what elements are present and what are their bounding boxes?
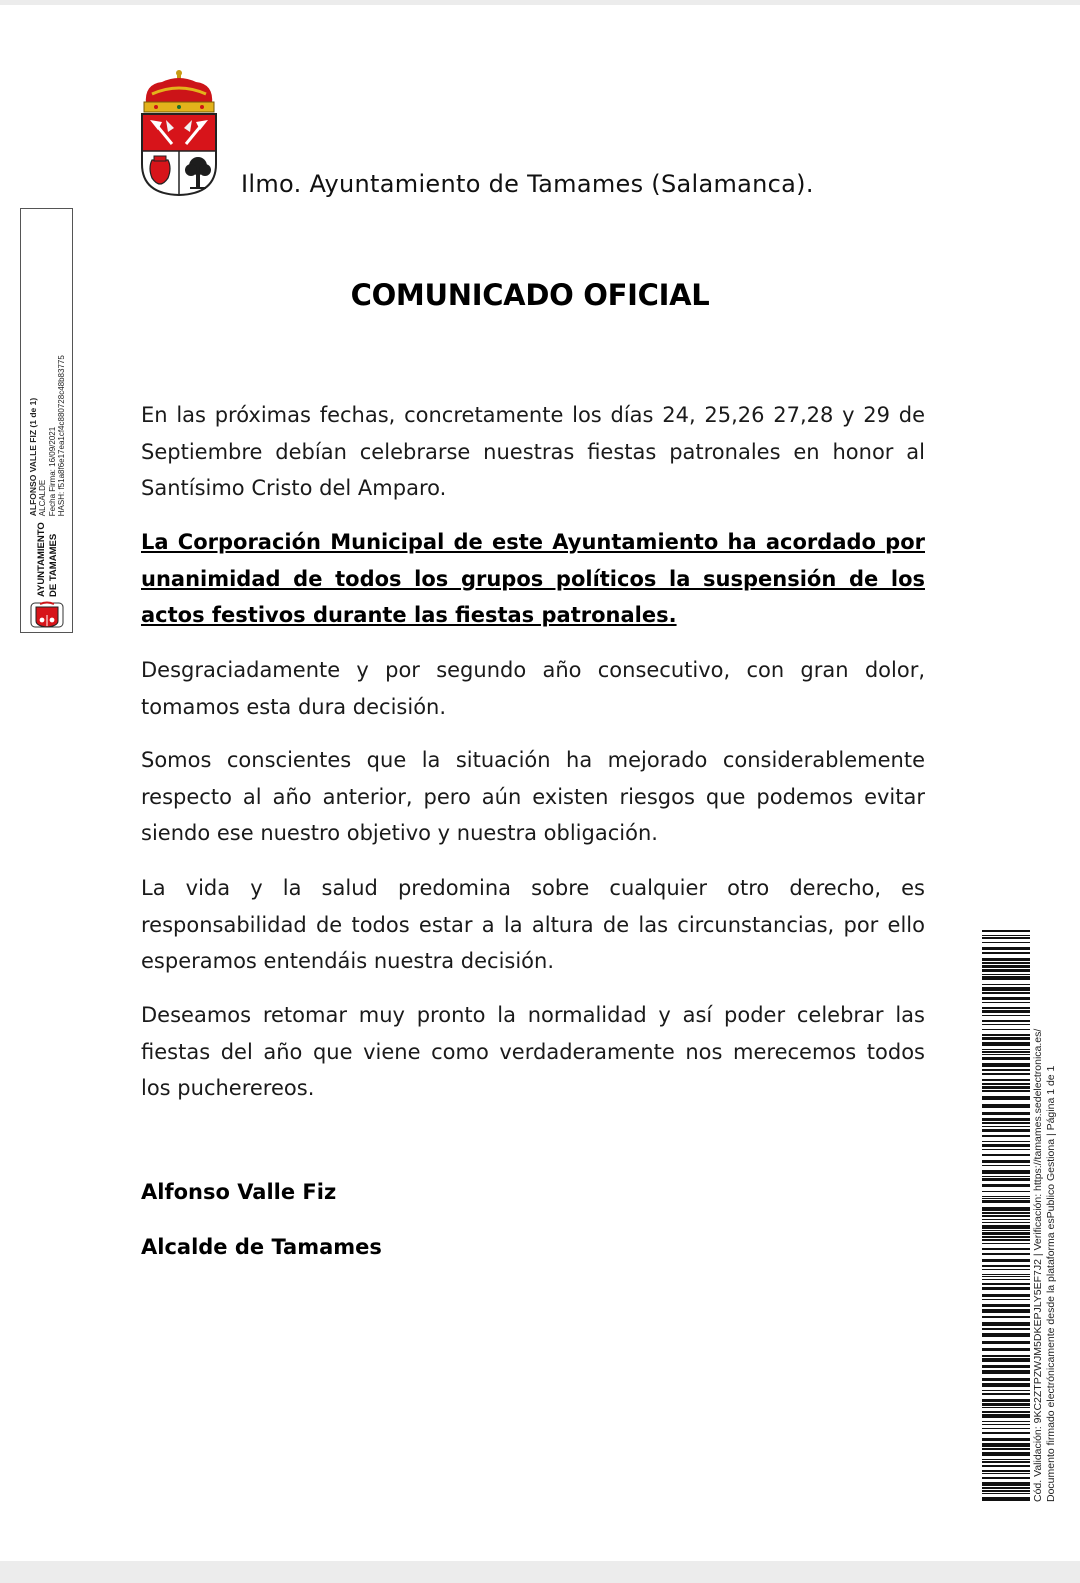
barcode-bar — [982, 1135, 1030, 1137]
signature-name: Alfonso Valle Fiz — [141, 1180, 337, 1204]
barcode-bar — [982, 1294, 1030, 1297]
paragraph: La vida y la salud predomina sobre cualquier otro derecho, es responsabilidad de todos estar a la altura de las circunstancias, por ello esperamos entendáis nuestra decisión. — [141, 876, 925, 973]
barcode-bar — [982, 1299, 1030, 1300]
stamp-organization — [36, 522, 60, 597]
bottom-band — [0, 1561, 1080, 1583]
barcode-bar — [982, 1473, 1030, 1474]
barcode-bar — [982, 1160, 1030, 1163]
barcode-bar — [982, 1411, 1030, 1413]
barcode-bar — [982, 1118, 1030, 1121]
barcode-bar — [982, 1348, 1030, 1351]
paragraph: Desgraciadamente y por segundo año consecutivo, con gran dolor, tomamos esta dura decisión. — [141, 658, 925, 719]
barcode-bar — [982, 1236, 1030, 1238]
barcode-bar — [982, 1424, 1030, 1425]
barcode-bar — [982, 1438, 1030, 1441]
barcode-bar — [982, 1196, 1030, 1197]
top-band — [0, 0, 1080, 5]
barcode-bar — [982, 1141, 1030, 1142]
barcode-bar — [982, 1283, 1030, 1285]
barcode-bar — [982, 1049, 1030, 1050]
barcode-bar — [982, 1112, 1030, 1115]
barcode-bar — [982, 1010, 1030, 1013]
barcode-bar — [982, 1443, 1030, 1447]
barcode-bar — [982, 1126, 1030, 1127]
barcode-bar — [982, 942, 1030, 943]
barcode-bar — [982, 1358, 1030, 1362]
stamp-signature-info — [29, 355, 67, 516]
barcode-bar — [982, 1154, 1030, 1156]
barcode-bar — [982, 1493, 1030, 1494]
barcode-bar — [982, 1015, 1030, 1016]
barcode-bar — [982, 1219, 1030, 1220]
barcode-bar — [982, 1207, 1030, 1211]
barcode-bar — [982, 1198, 1030, 1199]
barcode-bar — [982, 962, 1030, 964]
barcode-bar — [982, 1007, 1030, 1009]
barcode-bar — [982, 1470, 1030, 1472]
barcode-bar — [982, 1002, 1030, 1003]
barcode-bar — [982, 1090, 1030, 1092]
verification-line: Documento firmado electrónicamente desde la plataforma esPublico Gestiona | Página 1 de 1 — [1045, 1065, 1057, 1502]
barcode-bar — [982, 1215, 1030, 1217]
barcode-bar — [982, 1248, 1030, 1250]
barcode-bar — [982, 1279, 1030, 1280]
barcode-bar — [982, 965, 1030, 968]
stamp-signer: ALFONSO VALLE FIZ (1 de 1) — [27, 397, 38, 517]
coat-of-arms-logo — [138, 68, 220, 198]
barcode-bar — [982, 976, 1030, 980]
stamp-org-line: DE TAMAMES — [47, 533, 59, 597]
barcode-bar — [982, 1448, 1030, 1450]
document-title: COMUNICADO OFICIAL — [350, 278, 710, 312]
barcode-bar — [982, 1421, 1030, 1422]
barcode-bar — [982, 1079, 1030, 1081]
barcode-bar — [982, 1144, 1030, 1147]
barcode-bar — [982, 1176, 1030, 1177]
barcode-bar — [982, 1037, 1030, 1040]
barcode-bar — [982, 1390, 1030, 1391]
signature-stamp — [20, 208, 73, 633]
barcode-bar — [982, 1129, 1030, 1132]
verification-line: Cód. Validación: 9KC2ZTPZWJM5DKEPJLY5EF7J2 | Verificación: https://tamames.sedelectronica.es/ — [1032, 1028, 1044, 1502]
barcode-bar — [982, 1461, 1030, 1463]
barcode-bar — [982, 1170, 1030, 1174]
barcode-bar — [982, 1276, 1030, 1277]
barcode-bar — [982, 1328, 1030, 1330]
barcode-bar — [982, 958, 1030, 961]
barcode-bar — [982, 1042, 1030, 1046]
barcode-bar — [982, 1165, 1030, 1166]
barcode-bar — [982, 1287, 1030, 1290]
barcode-bar — [982, 947, 1030, 950]
barcode-bar — [982, 1184, 1030, 1187]
barcode-bar — [982, 1057, 1030, 1060]
barcode-bar — [982, 1222, 1030, 1223]
barcode-bar — [982, 1200, 1030, 1203]
barcode-bar — [982, 1243, 1030, 1244]
barcode-bar — [982, 1341, 1030, 1344]
barcode-bar — [982, 1073, 1030, 1075]
barcode-bar — [982, 1265, 1030, 1267]
barcode-bar — [982, 1104, 1030, 1108]
barcode-bar — [982, 1316, 1030, 1318]
barcode-bar — [982, 984, 1030, 985]
barcode-bar — [982, 1432, 1030, 1434]
barcode-bar — [982, 1407, 1030, 1408]
barcode-bar — [982, 987, 1030, 991]
barcode-bar — [982, 1083, 1030, 1085]
paragraph: Deseamos retomar muy pronto la normalidad y así poder celebrar las fiestas del año que viene como verdaderamente nos merecemos todos los pucherereos. — [141, 1003, 925, 1100]
barcode-bar — [982, 1428, 1030, 1429]
stamp-org-line: AYUNTAMIENTO — [35, 522, 47, 597]
barcode-bar — [982, 1370, 1030, 1374]
stamp-position: ALCALDE — [38, 479, 47, 517]
signature-role: Alcalde de Tamames — [141, 1235, 382, 1259]
barcode-bar — [982, 1355, 1030, 1357]
stamp-hash: HASH: f51a8f6e17ea1cf4c880728c48b83775 — [57, 355, 66, 517]
barcode-bar — [982, 1309, 1030, 1313]
barcode-bar — [982, 1414, 1030, 1418]
barcode-bar — [982, 1322, 1030, 1326]
verification-footer — [1032, 1022, 1068, 1502]
barcode-bar — [982, 1122, 1030, 1124]
barcode-bar — [982, 1477, 1030, 1479]
barcode-bar — [982, 1225, 1030, 1229]
barcode-bar — [982, 1383, 1030, 1387]
barcode-bar — [982, 1497, 1030, 1501]
barcode-bar — [982, 969, 1030, 972]
barcode-bar — [982, 992, 1030, 994]
barcode-bar — [982, 1063, 1030, 1067]
barcode-bar — [982, 1054, 1030, 1055]
barcode-bar — [982, 1029, 1030, 1030]
barcode-bar — [982, 1239, 1030, 1241]
barcode-bar — [982, 935, 1030, 936]
barcode-bar — [982, 1465, 1030, 1467]
barcode-bar — [982, 952, 1030, 954]
barcode-bar — [982, 930, 1030, 932]
barcode-bar — [982, 1269, 1030, 1270]
header-title: Ilmo. Ayuntamiento de Tamames (Salamanca). — [241, 170, 814, 198]
barcode-bar — [982, 1020, 1030, 1022]
barcode-bar — [982, 1034, 1030, 1036]
barcode-bar — [982, 1051, 1030, 1053]
barcode-bar — [982, 937, 1030, 939]
barcode-bar — [982, 974, 1030, 975]
barcode-bar — [982, 1403, 1030, 1406]
barcode-bar — [982, 1096, 1030, 1100]
barcode-bar — [982, 1069, 1030, 1071]
barcode-bar — [982, 1333, 1030, 1337]
barcode-bar — [982, 1487, 1030, 1489]
paragraph: En las próximas fechas, concretamente los días 24, 25,26 27,28 y 29 de Septiembre debían celebrarse nuestras fiestas patronales en honor al Santísimo Cristo del Amparo. — [141, 403, 925, 500]
stamp-crest-icon — [30, 601, 64, 629]
barcode-bar — [982, 1178, 1030, 1181]
barcode-bar — [982, 1086, 1030, 1089]
barcode-bar — [982, 1399, 1030, 1402]
paragraph-emphasis: La Corporación Municipal de este Ayuntamiento ha acordado por unanimidad de todos los grupos políticos la suspensión de los actos festivos durante las fiestas patronales. — [141, 530, 925, 627]
barcode-bar — [982, 1378, 1030, 1381]
barcode-bar — [982, 1212, 1030, 1214]
stamp-date: Fecha Firma: 16/09/2021 — [47, 426, 57, 517]
barcode-bar — [982, 1230, 1030, 1231]
barcode-bar — [982, 1024, 1030, 1025]
barcode-bar — [982, 1490, 1030, 1492]
barcode-bar — [982, 997, 1030, 1000]
barcode-bar — [982, 1191, 1030, 1192]
barcode-bar — [982, 1232, 1030, 1235]
barcode-bar — [982, 1304, 1030, 1307]
barcode-bar — [982, 1452, 1030, 1456]
barcode-bar — [982, 1149, 1030, 1150]
barcode-bar — [982, 1274, 1030, 1275]
validation-barcode — [982, 930, 1030, 1502]
paragraph: Somos conscientes que la situación ha mejorado considerablemente respecto al año anterior, pero aún existen riesgos que podemos evitar siendo ese nuestro objetivo y nuestra obligación. — [141, 748, 925, 845]
barcode-bar — [982, 1259, 1030, 1262]
barcode-bar — [982, 1393, 1030, 1395]
barcode-bar — [982, 1459, 1030, 1460]
barcode-bar — [982, 1253, 1030, 1255]
stamp-text-block — [23, 217, 72, 597]
barcode-bar — [982, 1482, 1030, 1486]
barcode-bar — [982, 1365, 1030, 1368]
